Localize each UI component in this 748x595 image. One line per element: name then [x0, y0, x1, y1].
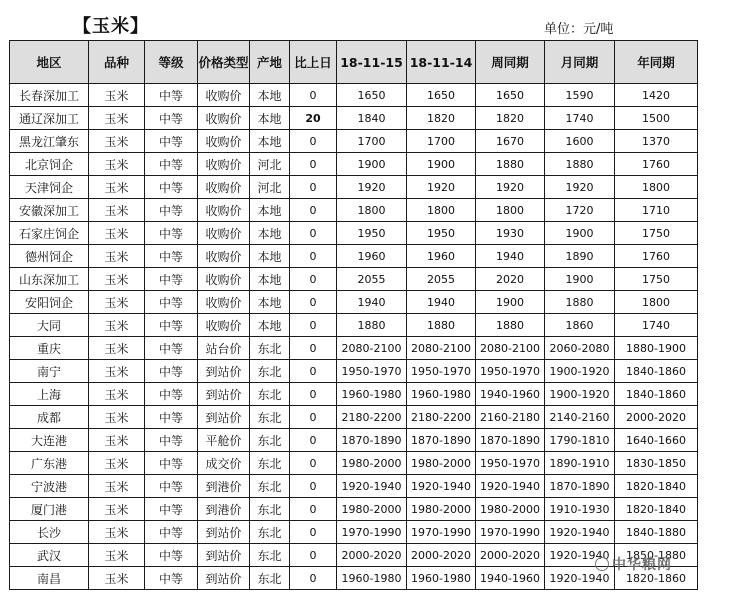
table-cell: 1950-1970 — [337, 360, 407, 383]
table-cell: 0 — [290, 544, 337, 567]
table-cell: 1760 — [615, 153, 698, 176]
table-cell: 东北 — [250, 498, 290, 521]
table-cell: 天津饲企 — [10, 176, 89, 199]
table-cell: 1940-1960 — [476, 383, 545, 406]
table-cell: 中等 — [145, 544, 198, 567]
table-cell: 平舱价 — [198, 429, 250, 452]
table-cell: 东北 — [250, 452, 290, 475]
table-cell: 东北 — [250, 521, 290, 544]
table-cell: 0 — [290, 245, 337, 268]
table-row — [10, 475, 698, 498]
table-cell: 1740 — [615, 314, 698, 337]
table-row — [10, 337, 698, 360]
table-cell: 玉米 — [89, 567, 145, 590]
table-cell: 2160-2180 — [476, 406, 545, 429]
table-row — [10, 291, 698, 314]
table-cell: 1650 — [337, 84, 407, 107]
price-table — [9, 40, 698, 590]
watermark-icon — [595, 557, 609, 571]
table-cell: 中等 — [145, 107, 198, 130]
table-cell: 1870-1890 — [545, 475, 615, 498]
header-cell-date-1: 18-11-15 — [337, 41, 407, 84]
table-cell: 1970-1990 — [407, 521, 476, 544]
table-cell: 玉米 — [89, 452, 145, 475]
table-cell: 中等 — [145, 268, 198, 291]
table-cell: 1840-1860 — [615, 360, 698, 383]
table-cell: 1790-1810 — [545, 429, 615, 452]
table-cell: 1950-1970 — [476, 360, 545, 383]
table-cell: 玉米 — [89, 268, 145, 291]
table-cell: 长沙 — [10, 521, 89, 544]
table-cell: 2000-2020 — [337, 544, 407, 567]
table-cell: 东北 — [250, 406, 290, 429]
table-cell: 1700 — [337, 130, 407, 153]
table-cell: 1800 — [476, 199, 545, 222]
table-cell: 1900 — [407, 153, 476, 176]
table-cell: 1950-1970 — [476, 452, 545, 475]
table-cell: 1960 — [337, 245, 407, 268]
table-row — [10, 222, 698, 245]
table-cell: 玉米 — [89, 406, 145, 429]
table-cell: 0 — [290, 268, 337, 291]
table-cell: 1940 — [407, 291, 476, 314]
table-cell: 1820 — [476, 107, 545, 130]
table-cell: 成都 — [10, 406, 89, 429]
table-cell: 玉米 — [89, 176, 145, 199]
table-cell: 玉米 — [89, 498, 145, 521]
header-cell-region: 地区 — [10, 41, 89, 84]
table-cell: 1900-1920 — [545, 360, 615, 383]
table-cell: 通辽深加工 — [10, 107, 89, 130]
table-cell: 中等 — [145, 360, 198, 383]
table-cell: 0 — [290, 383, 337, 406]
table-cell: 厦门港 — [10, 498, 89, 521]
table-cell: 成交价 — [198, 452, 250, 475]
table-cell: 1830-1850 — [615, 452, 698, 475]
table-cell: 1920 — [476, 176, 545, 199]
header-cell-origin: 产地 — [250, 41, 290, 84]
table-cell: 中等 — [145, 406, 198, 429]
table-cell: 1870-1890 — [337, 429, 407, 452]
table-cell: 中等 — [145, 245, 198, 268]
table-cell: 2000-2020 — [476, 544, 545, 567]
table-cell: 2055 — [337, 268, 407, 291]
table-row — [10, 176, 698, 199]
table-cell: 本地 — [250, 84, 290, 107]
table-cell: 0 — [290, 475, 337, 498]
table-cell: 1740 — [545, 107, 615, 130]
table-cell: 1930 — [476, 222, 545, 245]
table-cell: 1590 — [545, 84, 615, 107]
table-cell: 东北 — [250, 475, 290, 498]
table-cell: 1950 — [407, 222, 476, 245]
table-row — [10, 452, 698, 475]
table-cell: 0 — [290, 199, 337, 222]
table-cell: 宁波港 — [10, 475, 89, 498]
table-cell: 东北 — [250, 360, 290, 383]
table-cell: 2140-2160 — [545, 406, 615, 429]
table-cell: 中等 — [145, 475, 198, 498]
table-cell: 安徽深加工 — [10, 199, 89, 222]
table-cell: 收购价 — [198, 245, 250, 268]
table-row — [10, 130, 698, 153]
watermark-text: 中华粮网 — [612, 557, 672, 573]
table-row — [10, 153, 698, 176]
table-cell: 1900-1920 — [545, 383, 615, 406]
table-cell: 1960-1980 — [337, 383, 407, 406]
table-row — [10, 383, 698, 406]
table-cell: 收购价 — [198, 314, 250, 337]
table-cell: 东北 — [250, 567, 290, 590]
table-cell: 收购价 — [198, 291, 250, 314]
table-cell: 本地 — [250, 268, 290, 291]
table-cell: 2060-2080 — [545, 337, 615, 360]
table-row — [10, 406, 698, 429]
table-cell: 收购价 — [198, 268, 250, 291]
table-cell: 到站价 — [198, 360, 250, 383]
table-cell: 0 — [290, 521, 337, 544]
table-cell: 1920-1940 — [545, 544, 615, 567]
table-cell: 1880-1900 — [615, 337, 698, 360]
table-cell: 1920-1940 — [407, 475, 476, 498]
table-cell: 石家庄饲企 — [10, 222, 89, 245]
table-cell: 1890 — [545, 245, 615, 268]
table-cell: 东北 — [250, 544, 290, 567]
table-cell: 长春深加工 — [10, 84, 89, 107]
unit-label: 单位：元/吨 — [544, 22, 614, 37]
table-cell: 1880 — [545, 153, 615, 176]
table-cell: 中等 — [145, 84, 198, 107]
table-cell: 中等 — [145, 153, 198, 176]
table-cell: 1980-2000 — [407, 498, 476, 521]
table-cell: 2020 — [476, 268, 545, 291]
table-cell: 0 — [290, 498, 337, 521]
table-cell: 中等 — [145, 521, 198, 544]
table-cell: 南昌 — [10, 567, 89, 590]
table-cell: 玉米 — [89, 521, 145, 544]
table-cell: 安阳饲企 — [10, 291, 89, 314]
table-cell: 河北 — [250, 153, 290, 176]
table-cell: 玉米 — [89, 153, 145, 176]
table-cell: 玉米 — [89, 130, 145, 153]
table-cell: 1900 — [337, 153, 407, 176]
table-cell: 0 — [290, 567, 337, 590]
table-cell: 1880 — [545, 291, 615, 314]
table-cell: 1640-1660 — [615, 429, 698, 452]
table-cell: 玉米 — [89, 245, 145, 268]
table-cell: 本地 — [250, 130, 290, 153]
table-cell: 玉米 — [89, 360, 145, 383]
table-cell: 收购价 — [198, 222, 250, 245]
table-cell: 1650 — [407, 84, 476, 107]
table-cell: 中等 — [145, 130, 198, 153]
table-cell: 0 — [290, 153, 337, 176]
table-cell: 1970-1990 — [476, 521, 545, 544]
table-row — [10, 245, 698, 268]
table-cell: 中等 — [145, 337, 198, 360]
table-cell: 玉米 — [89, 337, 145, 360]
header-cell-year-ago: 年同期 — [615, 41, 698, 84]
table-cell: 中等 — [145, 452, 198, 475]
table-cell: 玉米 — [89, 475, 145, 498]
table-cell: 2055 — [407, 268, 476, 291]
table-cell: 1860 — [545, 314, 615, 337]
table-cell: 1650 — [476, 84, 545, 107]
table-cell: 1840-1880 — [615, 521, 698, 544]
table-cell: 0 — [290, 222, 337, 245]
header-cell-price-type: 价格类型 — [198, 41, 250, 84]
table-cell: 1920-1940 — [476, 475, 545, 498]
table-cell: 到站价 — [198, 544, 250, 567]
table-cell: 玉米 — [89, 107, 145, 130]
table-cell: 1820 — [407, 107, 476, 130]
table-cell: 1800 — [337, 199, 407, 222]
table-cell: 2000-2020 — [407, 544, 476, 567]
table-cell: 到站价 — [198, 383, 250, 406]
table-cell: 1920 — [545, 176, 615, 199]
table-cell: 0 — [290, 130, 337, 153]
table-cell: 广东港 — [10, 452, 89, 475]
table-cell: 重庆 — [10, 337, 89, 360]
table-cell: 东北 — [250, 383, 290, 406]
table-cell: 1750 — [615, 268, 698, 291]
table-cell: 玉米 — [89, 222, 145, 245]
table-cell: 0 — [290, 406, 337, 429]
table-cell: 收购价 — [198, 107, 250, 130]
table-cell: 德州饲企 — [10, 245, 89, 268]
table-body — [10, 84, 698, 590]
table-cell: 中等 — [145, 199, 198, 222]
table-cell: 收购价 — [198, 199, 250, 222]
table-cell: 1880 — [337, 314, 407, 337]
header-cell-month-ago: 月同期 — [545, 41, 615, 84]
table-cell: 1670 — [476, 130, 545, 153]
header-cell-week-ago: 周同期 — [476, 41, 545, 84]
table-cell: 大连港 — [10, 429, 89, 452]
table-cell: 玉米 — [89, 314, 145, 337]
table-cell: 1880 — [476, 314, 545, 337]
table-row — [10, 107, 698, 130]
table-cell: 0 — [290, 314, 337, 337]
table-cell: 收购价 — [198, 84, 250, 107]
table-cell: 站台价 — [198, 337, 250, 360]
table-cell: 1870-1890 — [407, 429, 476, 452]
table-cell: 0 — [290, 291, 337, 314]
table-row — [10, 314, 698, 337]
table-cell: 1960-1980 — [407, 567, 476, 590]
table-cell: 2000-2020 — [615, 406, 698, 429]
table-cell: 本地 — [250, 314, 290, 337]
table-cell: 东北 — [250, 429, 290, 452]
table-cell: 1840 — [337, 107, 407, 130]
table-cell: 1900 — [545, 268, 615, 291]
table-cell: 山东深加工 — [10, 268, 89, 291]
table-cell: 2180-2200 — [407, 406, 476, 429]
table-cell: 1980-2000 — [407, 452, 476, 475]
header-cell-day-change: 比上日 — [290, 41, 337, 84]
table-cell: 0 — [290, 452, 337, 475]
table-cell: 20 — [290, 107, 337, 130]
table-cell: 收购价 — [198, 176, 250, 199]
table-cell: 玉米 — [89, 429, 145, 452]
table-cell: 1920-1940 — [337, 475, 407, 498]
table-cell: 0 — [290, 84, 337, 107]
table-cell: 中等 — [145, 291, 198, 314]
table-cell: 1910-1930 — [545, 498, 615, 521]
table-cell: 2080-2100 — [337, 337, 407, 360]
table-cell: 1760 — [615, 245, 698, 268]
table-cell: 1870-1890 — [476, 429, 545, 452]
table-cell: 1880 — [407, 314, 476, 337]
table-cell: 收购价 — [198, 153, 250, 176]
table-cell: 1500 — [615, 107, 698, 130]
header-cell-grade: 等级 — [145, 41, 198, 84]
table-row — [10, 521, 698, 544]
table-cell: 1970-1990 — [337, 521, 407, 544]
table-cell: 1890-1910 — [545, 452, 615, 475]
table-cell: 1960-1980 — [407, 383, 476, 406]
table-cell: 到港价 — [198, 475, 250, 498]
table-cell: 1800 — [615, 176, 698, 199]
table-cell: 0 — [290, 337, 337, 360]
table-cell: 大同 — [10, 314, 89, 337]
table-row — [10, 567, 698, 590]
table-cell: 1720 — [545, 199, 615, 222]
table-cell: 1900 — [476, 291, 545, 314]
table-cell: 玉米 — [89, 291, 145, 314]
table-cell: 上海 — [10, 383, 89, 406]
table-cell: 2180-2200 — [337, 406, 407, 429]
table-cell: 到港价 — [198, 498, 250, 521]
table-row — [10, 429, 698, 452]
table-row — [10, 268, 698, 291]
table-cell: 1980-2000 — [476, 498, 545, 521]
table-cell: 本地 — [250, 291, 290, 314]
table-cell: 2080-2100 — [407, 337, 476, 360]
table-cell: 1940 — [337, 291, 407, 314]
table-cell: 1900 — [545, 222, 615, 245]
table-cell: 0 — [290, 176, 337, 199]
table-cell: 1600 — [545, 130, 615, 153]
table-cell: 本地 — [250, 199, 290, 222]
table-cell: 0 — [290, 429, 337, 452]
table-cell: 1950-1970 — [407, 360, 476, 383]
table-cell: 本地 — [250, 107, 290, 130]
table-cell: 黑龙江肇东 — [10, 130, 89, 153]
table-cell: 1820-1840 — [615, 498, 698, 521]
header-cell-date-2: 18-11-14 — [407, 41, 476, 84]
table-cell: 河北 — [250, 176, 290, 199]
table-cell: 中等 — [145, 176, 198, 199]
table-cell: 1800 — [615, 291, 698, 314]
table-cell: 1920 — [337, 176, 407, 199]
table-cell: 2080-2100 — [476, 337, 545, 360]
table-cell: 中等 — [145, 429, 198, 452]
table-cell: 玉米 — [89, 199, 145, 222]
table-header-row — [10, 41, 698, 84]
table-cell: 本地 — [250, 245, 290, 268]
table-cell: 1800 — [407, 199, 476, 222]
table-cell: 1370 — [615, 130, 698, 153]
table-cell: 1980-2000 — [337, 452, 407, 475]
table-cell: 1820-1860 — [615, 567, 698, 590]
table-cell: 武汉 — [10, 544, 89, 567]
table-cell: 1850-1880 — [615, 544, 698, 567]
table-cell: 1700 — [407, 130, 476, 153]
page-title: 【玉米】 — [73, 16, 149, 37]
table-cell: 中等 — [145, 222, 198, 245]
table-cell: 收购价 — [198, 130, 250, 153]
table-cell: 中等 — [145, 314, 198, 337]
table-cell: 1980-2000 — [337, 498, 407, 521]
table-cell: 玉米 — [89, 84, 145, 107]
table-cell: 北京饲企 — [10, 153, 89, 176]
table-cell: 玉米 — [89, 544, 145, 567]
table-cell: 1940 — [476, 245, 545, 268]
table-cell: 1920-1940 — [545, 567, 615, 590]
table-cell: 1840-1860 — [615, 383, 698, 406]
table-cell: 南宁 — [10, 360, 89, 383]
table-cell: 中等 — [145, 567, 198, 590]
table-cell: 1820-1840 — [615, 475, 698, 498]
table-cell: 1420 — [615, 84, 698, 107]
table-cell: 东北 — [250, 337, 290, 360]
table-cell: 1880 — [476, 153, 545, 176]
table-cell: 到站价 — [198, 406, 250, 429]
table-cell: 1950 — [337, 222, 407, 245]
table-cell: 中等 — [145, 383, 198, 406]
table-row — [10, 84, 698, 107]
table-cell: 1920 — [407, 176, 476, 199]
table-row — [10, 199, 698, 222]
table-row — [10, 498, 698, 521]
table-cell: 1710 — [615, 199, 698, 222]
table-cell: 1920-1940 — [545, 521, 615, 544]
table-cell: 1960 — [407, 245, 476, 268]
table-row — [10, 360, 698, 383]
table-cell: 到站价 — [198, 567, 250, 590]
table-cell: 到站价 — [198, 521, 250, 544]
table-cell: 1750 — [615, 222, 698, 245]
table-cell: 本地 — [250, 222, 290, 245]
table-cell: 0 — [290, 360, 337, 383]
table-cell: 中等 — [145, 498, 198, 521]
table-cell: 1960-1980 — [337, 567, 407, 590]
header-cell-variety: 品种 — [89, 41, 145, 84]
table-cell: 玉米 — [89, 383, 145, 406]
table-cell: 1940-1960 — [476, 567, 545, 590]
